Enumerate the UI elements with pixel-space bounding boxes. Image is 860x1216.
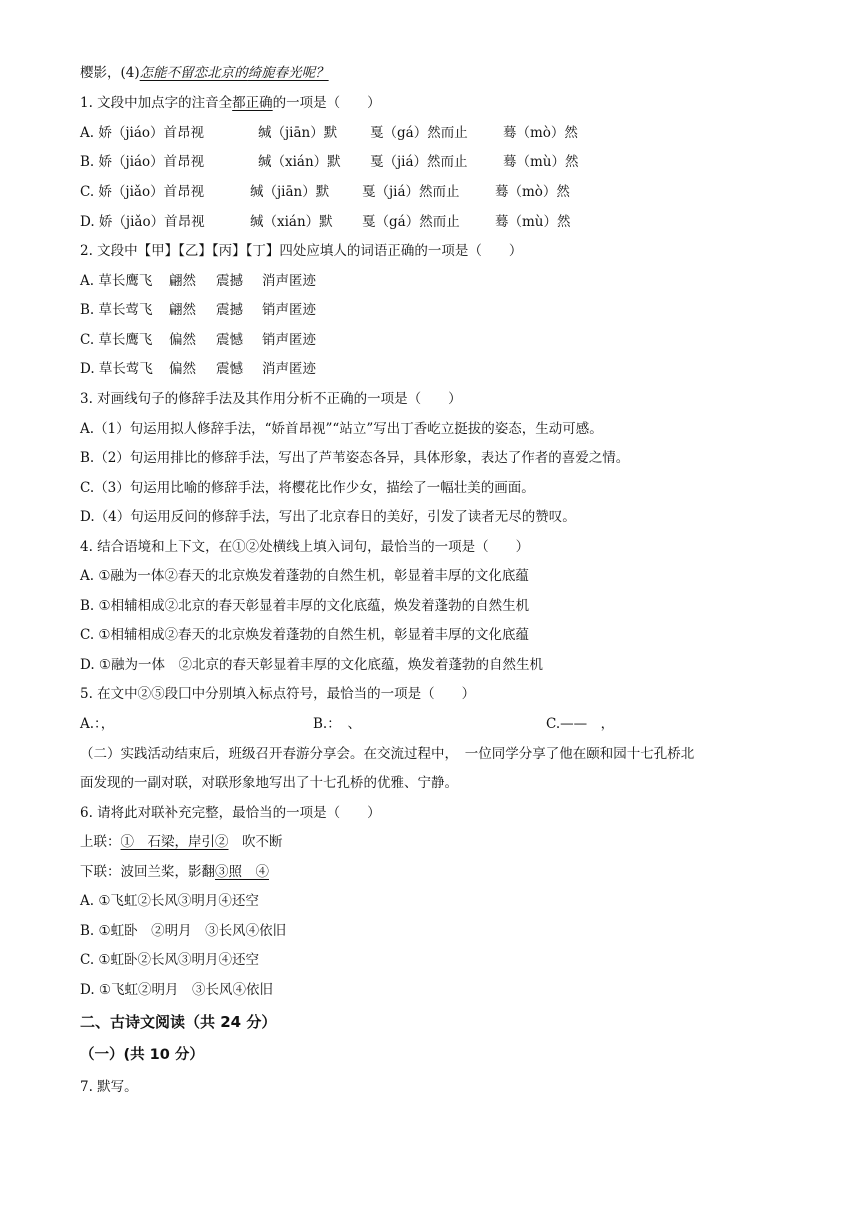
question-6-option-c[interactable]: C. ①虹卧②长风③明月④还空 [80, 952, 260, 968]
option-part: 震憾 [216, 332, 243, 348]
text: 1. 文段中加点字的注音全 [80, 95, 233, 111]
text: 的一项是（ ） [272, 95, 381, 111]
question-3-option-d[interactable]: D.（4）句运用反问的修辞手法，写出了北京春日的美好，引发了读者无尽的赞叹。 [80, 509, 576, 525]
question-3-option-a[interactable]: A.（1）句运用拟人修辞手法，“娇首昂视”“站立”写出丁香屹立挺拔的姿态，生动可感。 [80, 421, 603, 437]
question-1-option-d[interactable] [80, 212, 571, 232]
option-part: A. 娇（jiáo）首昂视 [80, 125, 205, 141]
question-5-options [80, 714, 614, 734]
option-part: 戛（gá）然而止 [370, 125, 468, 141]
option-part: C. 娇（jiǎo）首昂视 [80, 184, 205, 200]
text: 吹不断 [228, 834, 283, 850]
option-part: 戛（jiá）然而止 [370, 154, 468, 170]
couplet-upper [80, 832, 283, 852]
option-part: 消声匿迹 [262, 361, 316, 377]
question-5-option-c[interactable]: C.—— ， [546, 716, 615, 732]
option-part: 震憾 [216, 361, 243, 377]
question-1-option-a[interactable] [80, 123, 578, 143]
couplet-lower [80, 862, 269, 882]
option-part: 震撼 [216, 273, 243, 289]
question-1-option-c[interactable] [80, 182, 570, 202]
section-subpart-2-line1: （二）实践活动结束后，班级召开春游分享会。在交流过程中， 一位同学分享了他在颐和园十七孔桥北 [80, 746, 695, 762]
question-2-stem: 2. 文段中【甲】【乙】【丙】【丁】四处应填人的词语正确的一项是（ ） [80, 243, 523, 259]
text: 樱影，(4) [80, 65, 140, 81]
question-5-stem: 5. 在文中②⑤段囗中分别填入标点符号，最恰当的一项是（ ） [80, 686, 476, 702]
question-4-option-d[interactable]: D. ①融为一体 ②北京的春天彰显着丰厚的文化底蕴，焕发着蓬勃的自然生机 [80, 657, 544, 673]
question-6-option-a[interactable]: A. ①飞虹②长风③明月④还空 [80, 893, 259, 909]
question-4-stem: 4. 结合语境和上下文，在①②处横线上填入词句，最恰当的一项是（ ） [80, 539, 530, 555]
question-2-option-b[interactable] [80, 300, 316, 320]
option-part: 偏然 [169, 361, 196, 377]
question-2-option-a[interactable] [80, 271, 316, 291]
question-3-stem: 3. 对画线句子的修辞手法及其作用分析不正确的一项是（ ） [80, 391, 462, 407]
text: 下联：波回兰桨，影翻 [80, 864, 215, 880]
option-part: 缄（jiān）默 [250, 184, 330, 200]
question-1-option-b[interactable] [80, 152, 579, 172]
option-part: D. 草长莺飞 [80, 361, 153, 377]
question-6-option-d[interactable]: D. ①飞虹②明月 ③长风④依旧 [80, 982, 274, 998]
question-4-option-c[interactable]: C. ①相辅相成②春天的北京焕发着蓬勃的自然生机，彰显着丰厚的文化底蕴 [80, 627, 530, 643]
option-part: 蓦（mù）然 [495, 214, 571, 230]
underlined-blank: ③照 ④ [215, 864, 269, 880]
option-part: D. 娇（jiǎo）首昂视 [80, 214, 205, 230]
option-part: 蓦（mò）然 [503, 125, 578, 141]
question-5-option-b[interactable]: B.： 、 [313, 716, 361, 732]
question-3-option-b[interactable]: B.（2）句运用排比的修辞手法，写出了芦苇姿态各异，具体形象，表达了作者的喜爱之情。 [80, 450, 630, 466]
section-2-subheading: （一）(共 10 分） [80, 1047, 204, 1063]
question-7-stem: 7. 默写。 [80, 1079, 138, 1095]
question-2-option-d[interactable] [80, 359, 316, 379]
option-part: 缄（jiān）默 [258, 125, 338, 141]
section-subpart-2-line2: 面发现的一副对联，对联形象地写出了十七孔桥的优雅、宁静。 [80, 775, 458, 791]
option-part: A. 草长鹰飞 [80, 273, 153, 289]
question-5-option-a[interactable]: A.：， [80, 716, 115, 732]
section-2-heading: 二、古诗文阅读（共 24 分） [80, 1013, 277, 1031]
option-part: 缄（xián）默 [250, 214, 333, 230]
option-part: C. 草长鹰飞 [80, 332, 153, 348]
option-part: 戛（gá）然而止 [362, 214, 460, 230]
passage-tail-line [80, 63, 329, 83]
underlined-sentence-end: 绮旎春光呢？ [247, 65, 329, 81]
option-part: 销声匿迹 [262, 332, 316, 348]
question-4-option-a[interactable]: A. ①融为一体②春天的北京焕发着蓬勃的自然生机，彰显着丰厚的文化底蕴 [80, 568, 529, 584]
option-part: 震撼 [216, 302, 243, 318]
option-part: 蓦（mù）然 [503, 154, 579, 170]
option-part: 蓦（mò）然 [495, 184, 570, 200]
option-part: 销声匿迹 [262, 302, 316, 318]
underlined-text: 都正确 [232, 95, 273, 111]
option-part: B. 娇（jiáo）首昂视 [80, 154, 205, 170]
underlined-blank: ① 石梁，岸引② [120, 834, 229, 850]
option-part: 缄（xián）默 [258, 154, 341, 170]
option-part: 翩然 [169, 302, 196, 318]
option-part: 偏然 [169, 332, 196, 348]
option-part: B. 草长莺飞 [80, 302, 153, 318]
question-4-option-b[interactable]: B. ①相辅相成②北京的春天彰显着丰厚的文化底蕴，焕发着蓬勃的自然生机 [80, 598, 530, 614]
question-2-option-c[interactable] [80, 330, 316, 350]
question-3-option-c[interactable]: C.（3）句运用比喻的修辞手法，将樱花比作少女，描绘了一幅壮美的画面。 [80, 480, 535, 496]
text: 上联： [80, 834, 121, 850]
option-part: 戛（jiá）然而止 [362, 184, 460, 200]
question-6-stem: 6. 请将此对联补充完整，最恰当的一项是（ ） [80, 805, 381, 821]
question-6-option-b[interactable]: B. ①虹卧 ②明月 ③长风④依旧 [80, 923, 287, 939]
option-part: 消声匿迹 [262, 273, 316, 289]
question-1-stem [80, 93, 381, 113]
underlined-sentence: 怎能不留恋北京的 [139, 65, 248, 81]
option-part: 翩然 [169, 273, 196, 289]
